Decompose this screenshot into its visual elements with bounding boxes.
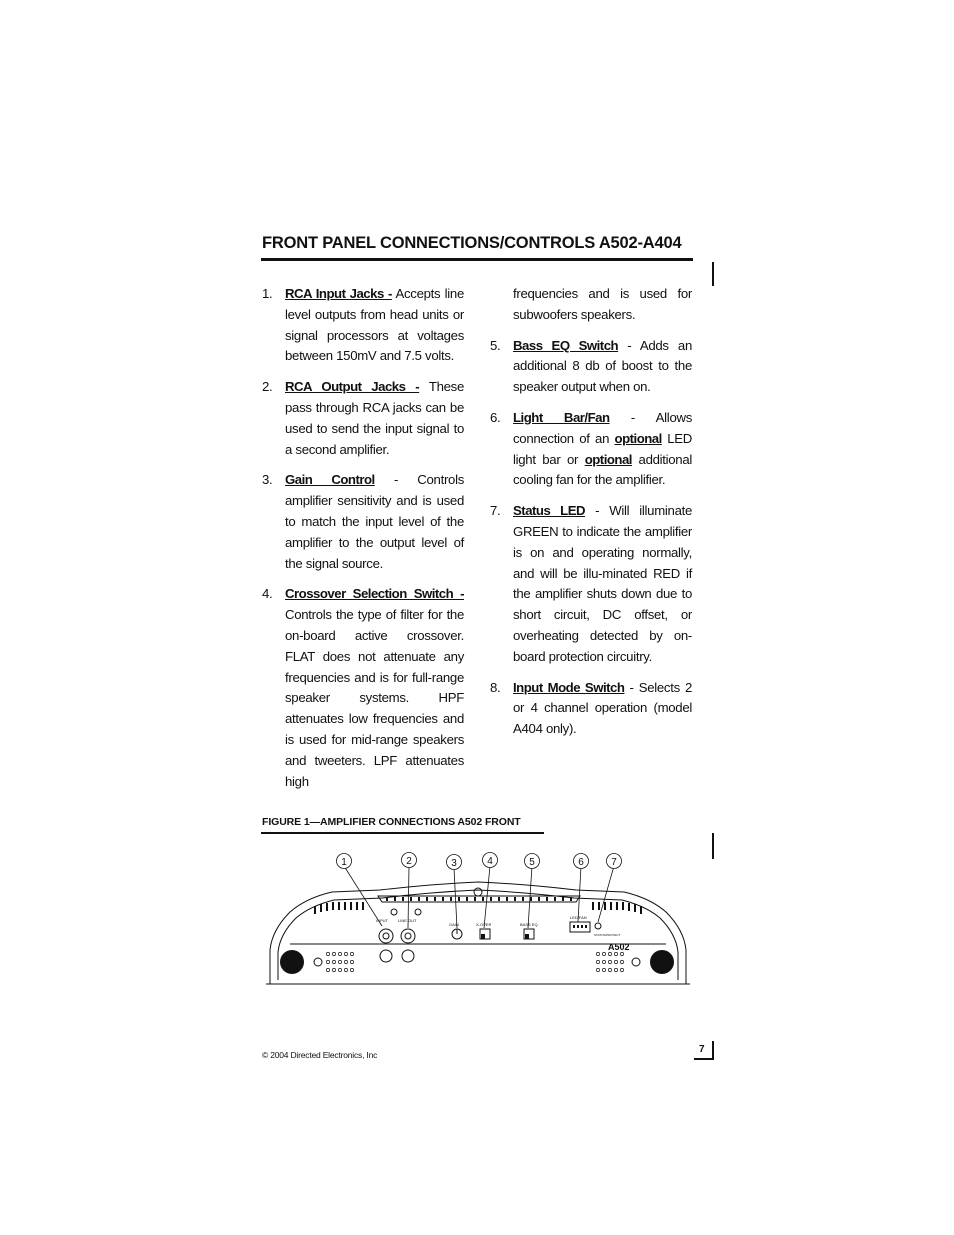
page-corner-mark (694, 1058, 714, 1060)
item-text: These pass through RCA jacks can be used to send the input signal to a second amplifier. (285, 379, 464, 457)
page-title: FRONT PANEL CONNECTIONS/CONTROLS A502-A404 (262, 234, 682, 252)
item-term: Gain Control (285, 472, 375, 488)
item-term: Light Bar/Fan (513, 409, 610, 425)
list-item (490, 501, 692, 667)
panel-label-input: INPUT (376, 918, 388, 923)
panel-model-label: A502 (608, 942, 630, 952)
list-item (490, 678, 692, 740)
item-text: - Allows connection of an (513, 409, 692, 446)
item-number: 7. (490, 503, 501, 519)
item-number: 8. (490, 679, 501, 695)
item-term: Input Mode Switch (513, 679, 625, 695)
item-number: 2. (262, 379, 273, 395)
item-number: 6. (490, 409, 501, 425)
callout-1: 1 (341, 857, 347, 868)
callout-6: 6 (578, 857, 584, 868)
item-number: 1. (262, 286, 273, 301)
item-number: 5. (490, 337, 501, 353)
right-column (490, 284, 692, 750)
item-text: - Will illuminate GREEN to indicate the amplifier is on and operating normally, and will be illu-minated RED if the amplifier shuts down due to short circuit, DC offset, or overheating detected by on-board protection circuitry. (513, 503, 692, 664)
callout-3: 3 (451, 858, 457, 869)
item-term: RCA Input Jacks - (285, 286, 392, 301)
item-text: Controls the type of filter for the on-board active crossover. FLAT does not attenuate any frequencies and is for full-range speaker systems. HPF attenuates low frequencies and is used for mid-range speakers and tweeters. LPF attenuates high (285, 607, 464, 789)
item-term-optional: optional (614, 430, 662, 446)
figure-caption: FIGURE 1—AMPLIFIER CONNECTIONS A502 FRONT (262, 816, 521, 828)
panel-label-bass-eq: BASS EQ (520, 922, 538, 927)
item-text: additional cooling fan for the amplifier. (513, 451, 692, 488)
item-term: Bass EQ Switch (513, 337, 619, 353)
item-text: LED light bar or (513, 430, 692, 467)
item-term: Crossover Selection Switch - (285, 586, 464, 602)
panel-label-status: STATUS/PROTECT (594, 933, 621, 937)
list-item (262, 284, 464, 367)
item-number: 4. (262, 586, 273, 602)
list-item (262, 377, 464, 460)
amplifier-front-diagram (262, 846, 694, 992)
list-item (490, 408, 692, 491)
callout-5: 5 (529, 857, 535, 868)
item-text: Accepts line level outputs from head units or signal processors at voltages between 150mV and 7.5 volts. (285, 286, 464, 364)
callout-4: 4 (487, 856, 493, 867)
title-rule (261, 258, 693, 261)
list-item (262, 584, 464, 792)
item-term-optional: optional (584, 451, 632, 467)
callout-7: 7 (611, 857, 617, 868)
panel-label-line-out: LINE OUT (398, 918, 417, 923)
list-item (262, 470, 464, 574)
item-term: Status LED (513, 503, 586, 519)
item-continuation: frequencies and is used for subwoofers speakers. (513, 286, 692, 322)
callout-2: 2 (406, 856, 412, 867)
page-corner-mark (712, 1041, 714, 1059)
left-column (262, 284, 464, 802)
item-text: - Controls amplifier sensitivity and is used to match the input level of the amplifier to the output level of the signal source. (285, 472, 464, 571)
panel-label-gain: GAIN (449, 922, 459, 927)
figure-rule (261, 832, 544, 834)
copyright: © 2004 Directed Electronics, Inc (262, 1050, 378, 1060)
item-number: 3. (262, 472, 273, 488)
corner-mark (712, 262, 714, 286)
item-text: - Selects 2 or 4 channel operation (model A404 only). (513, 679, 692, 737)
item-text: - Adds an additional 8 db of boost to the speaker output when on. (513, 337, 692, 395)
panel-label-crossover: X-OVER (476, 922, 492, 927)
panel-label-led-fan: LED/FAN (570, 915, 587, 920)
list-item (490, 336, 692, 398)
item-term: RCA Output Jacks - (285, 379, 420, 395)
page-number: 7 (699, 1044, 705, 1055)
corner-mark (712, 833, 714, 859)
